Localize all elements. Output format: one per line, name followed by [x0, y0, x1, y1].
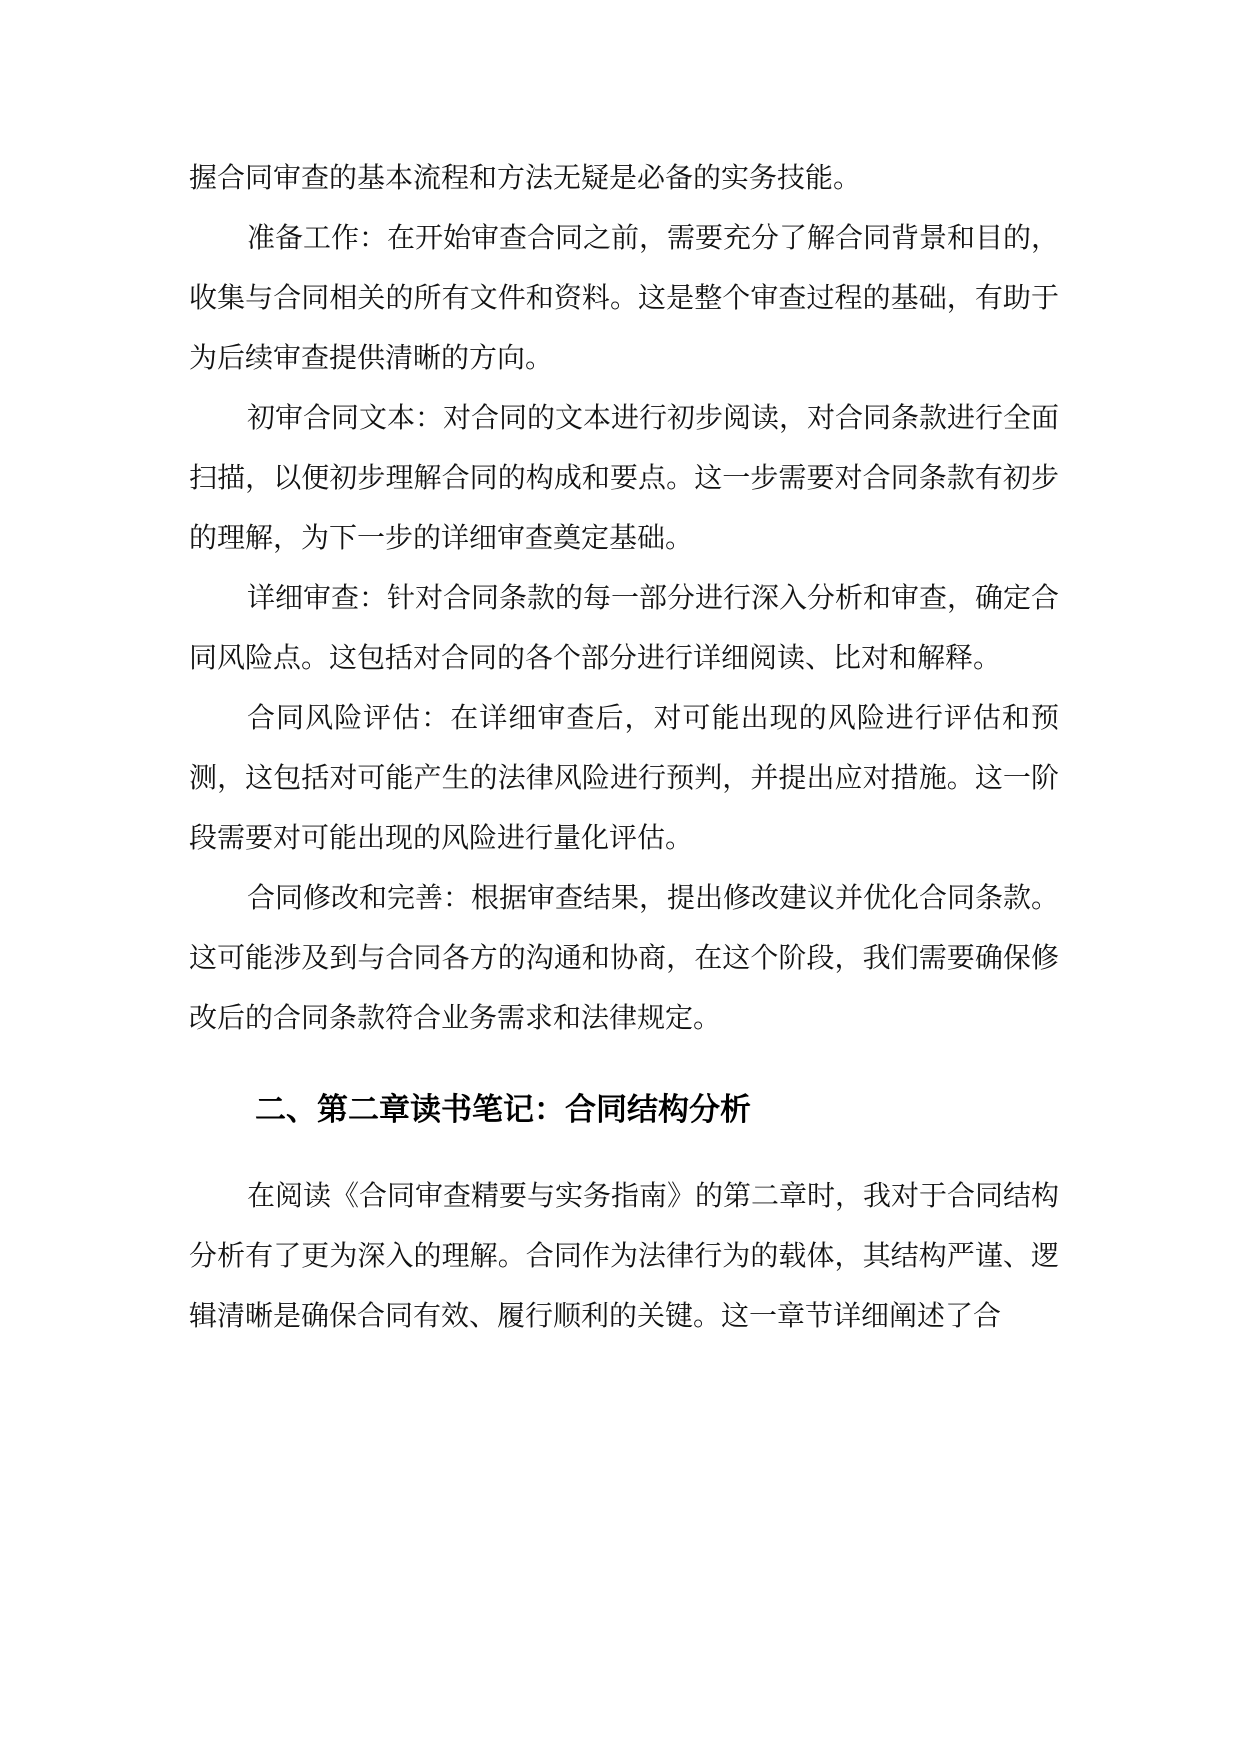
paragraph-detailed-review: 详细审查：针对合同条款的每一部分进行深入分析和审查，确定合同风险点。这包括对合同的各个部分进行详细阅读、比对和解释。: [189, 581, 1060, 674]
paragraph-initial-review: 初审合同文本：对合同的文本进行初步阅读，对合同条款进行全面扫描，以便初步理解合同的构成和要点。这一步需要对合同条款有初步的理解，为下一步的详细审查奠定基础。: [189, 401, 1060, 554]
paragraph-revision: 合同修改和完善：根据审查结果，提出修改建议并优化合同条款。这可能涉及到与合同各方的沟通和协商，在这个阶段，我们需要确保修改后的合同条款符合业务需求和法律规定。: [189, 881, 1060, 1034]
section-heading: 二、第二章读书笔记：合同结构分析: [255, 1092, 751, 1128]
paragraph-preparation: 准备工作：在开始审查合同之前，需要充分了解合同背景和目的，收集与合同相关的所有文件和资料。这是整个审查过程的基础，有助于为后续审查提供清晰的方向。: [189, 221, 1060, 374]
paragraph-continuation: 握合同审查的基本流程和方法无疑是必备的实务技能。: [189, 161, 862, 194]
paragraph-risk-assessment: 合同风险评估：在详细审查后，对可能出现的风险进行评估和预测，这包括对可能产生的法律风险进行预判，并提出应对措施。这一阶段需要对可能出现的风险进行量化评估。: [189, 701, 1059, 854]
paragraph-chapter-two-intro: 在阅读《合同审查精要与实务指南》的第二章时，我对于合同结构分析有了更为深入的理解。合同作为法律行为的载体，其结构严谨、逻辑清晰是确保合同有效、履行顺利的关键。这一章节详细阐述了合: [189, 1179, 1060, 1332]
document-body: [189, 148, 1059, 1346]
